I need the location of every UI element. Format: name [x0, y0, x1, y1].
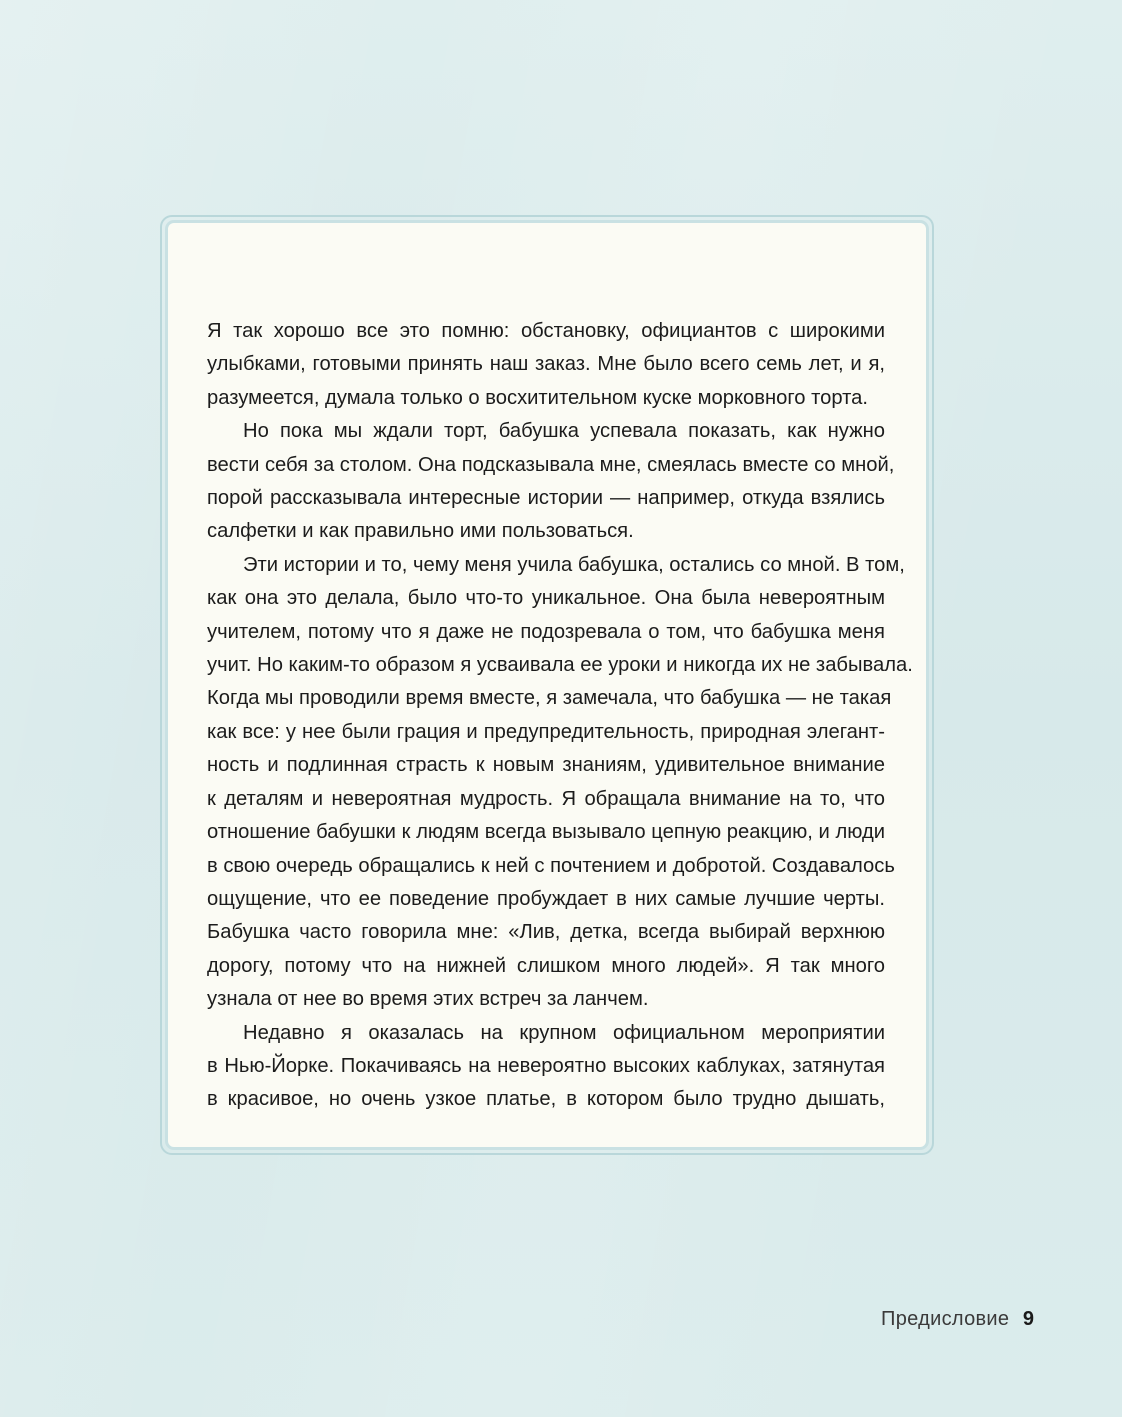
page-footer [881, 1308, 1034, 1331]
text-line: разумеется, думала только о восхитительном куске морковного торта. [207, 386, 868, 409]
text-line: Бабушка часто говорила мне: «Лив, детка, всегда выбирай верхнюю [207, 921, 885, 944]
text-line: улыбками, готовыми принять наш заказ. Мне было всего семь лет, и я, [207, 353, 885, 376]
page-number: 9 [1022, 1308, 1034, 1330]
text-line: вести себя за столом. Она подсказывала мне, смеялась вместе со мной, [207, 453, 895, 476]
section-title: Предисловие [881, 1308, 1010, 1330]
text-line: как все: у нее были грация и предупредительность, природная элегант- [207, 720, 885, 743]
text-line: в Нью-Йорке. Покачиваясь на невероятно высоких каблуках, затянутая [207, 1054, 885, 1077]
text-line: Но пока мы ждали торт, бабушка успевала показать, как нужно [243, 420, 885, 443]
text-line: в свою очередь обращались к ней с почтением и добротой. Создавалось [207, 854, 895, 877]
text-line: Я так хорошо все это помню: обстановку, официантов с широкими [207, 320, 885, 342]
text-line: отношение бабушки к людям всегда вызывало цепную реакцию, и люди [207, 821, 885, 844]
text-line: Эти истории и то, чему меня учила бабушка, остались со мной. В том, [243, 553, 905, 576]
text-line: узнала от нее во время этих встреч за ланчем. [207, 988, 649, 1011]
body-text [207, 315, 913, 1117]
text-line: к деталям и невероятная мудрость. Я обращала внимание на то, что [207, 787, 885, 810]
text-line: Когда мы проводили время вместе, я замечала, что бабушка — не такая [207, 687, 892, 710]
text-line: ность и подлинная страсть к новым знаниям, удивительное внимание [207, 754, 885, 777]
text-line: ощущение, что ее поведение пробуждает в них самые лучшие черты. [207, 887, 885, 910]
text-line: салфетки и как правильно ими пользоваться. [207, 520, 634, 543]
text-line: в красивое, но очень узкое платье, в котором было трудно дышать, [207, 1088, 885, 1111]
text-line: учителем, потому что я даже не подозревала о том, что бабушка меня [207, 620, 885, 643]
text-line: порой рассказывала интересные истории — например, откуда взялись [207, 487, 885, 510]
text-line: учит. Но каким-то образом я усваивала ее уроки и никогда их не забывала. [207, 654, 913, 677]
text-line: как она это делала, было что-то уникальное. Она была невероятным [207, 587, 885, 610]
text-line: дорогу, потому что на нижней слишком много людей». Я так много [207, 954, 885, 977]
text-line: Недавно я оказалась на крупном официальном мероприятии [243, 1021, 885, 1044]
